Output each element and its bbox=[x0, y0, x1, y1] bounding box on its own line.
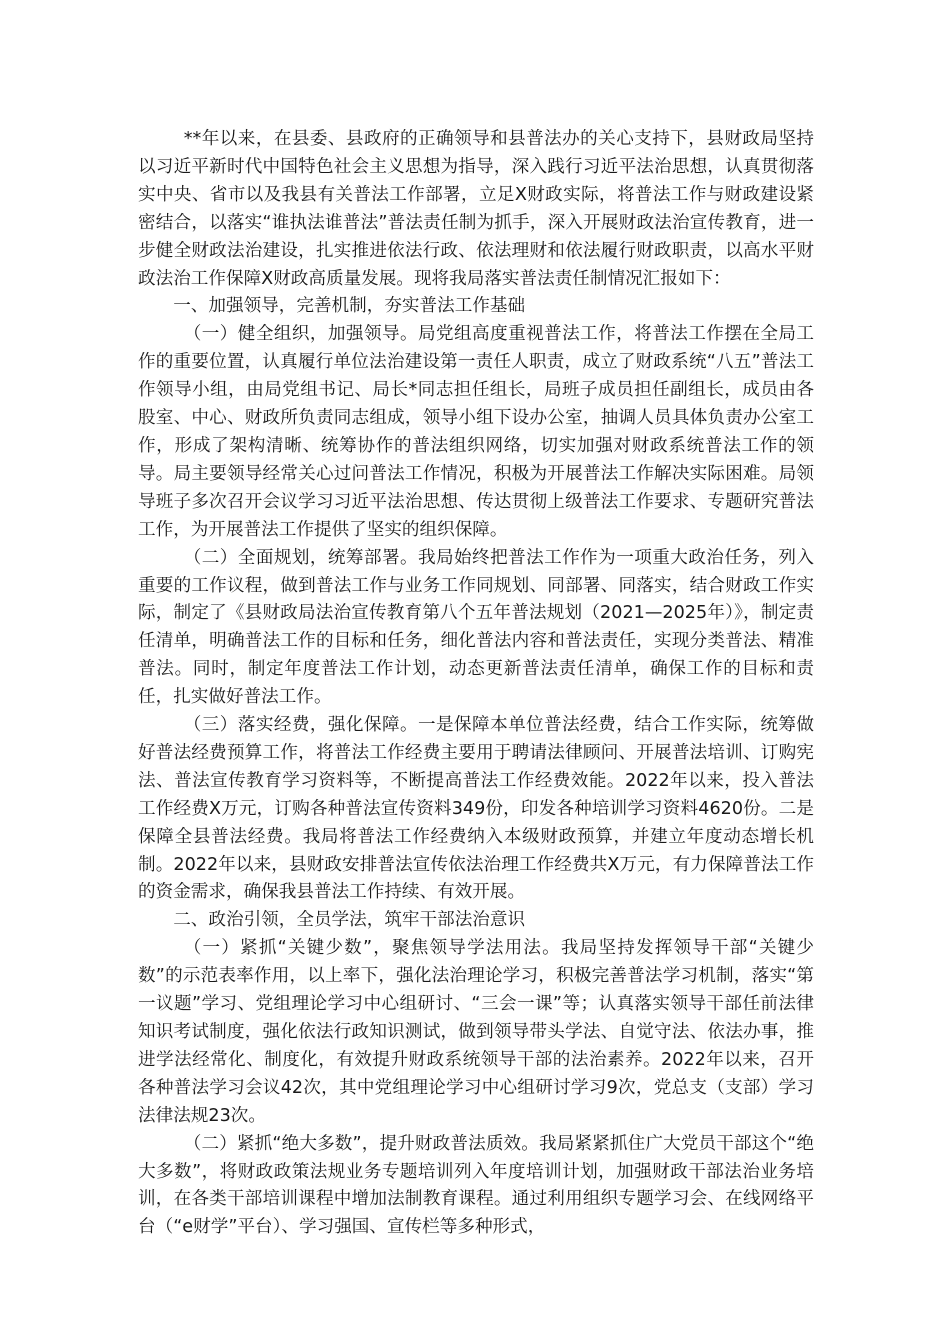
section-1-paragraph-1: （一）健全组织，加强领导。局党组高度重视普法工作，将普法工作摆在全局工作的重要位置，认真履行单位法治建设第一责任人职责，成立了财政系统“八五”普法工作领导小组，由局党组书记、局长*同志担任组长，局班子成员担任副组长，成员由各股室、中心、财政所负责同志组成，领导小组下设办公室，抽调人员具体负责办公室工作，形成了架构清晰、统筹协作的普法组织网络，切实加强对财政系统普法工作的领导。局主要领导经常关心过问普法工作情况，积极为开展普法工作解决实际困难。局领导班子多次召开会议学习习近平法治思想、传达贯彻上级普法工作要求、专题研究普法工作，为开展普法工作提供了坚实的组织保障。 bbox=[138, 324, 814, 540]
section-2-paragraph-1: （一）紧抓“关键少数”，聚焦领导学法用法。我局坚持发挥领导干部“关键少数”的示范表率作用，以上率下，强化法治理论学习，积极完善普法学习机制，落实“第一议题”学习、党组理论学习中心组研讨、“三会一课”等；认真落实领导干部任前法律知识考试制度，强化依法行政知识测试，做到领导带头学法、自觉守法、依法办事，推进学法经常化、制度化，有效提升财政系统领导干部的法治素养。2022年以来，召开各种普法学习会议42次，其中党组理论学习中心组研讨学习9次，党总支（支部）学习法律法规23次。 bbox=[138, 938, 814, 1126]
document-page bbox=[138, 126, 814, 1242]
section-2-paragraph-2: （二）紧抓“绝大多数”，提升财政普法质效。我局紧紧抓住广大党员干部这个“绝大多数”，将财政政策法规业务专题培训列入年度培训计划，加强财政干部法治业务培训，在各类干部培训课程中增加法制教育课程。通过利用组织专题学习会、在线网络平台（“e财学”平台）、学习强国、宣传栏等多种形式， bbox=[138, 1133, 814, 1238]
section-heading-2: 二、政治引领，全员学法，筑牢干部法治意识 bbox=[173, 910, 526, 931]
section-1-paragraph-2: （二）全面规划，统筹部署。我局始终把普法工作作为一项重大政治任务，列入重要的工作议程，做到普法工作与业务工作同规划、同部署、同落实，结合财政工作实际，制定了《县财政局法治宣传教育第八个五年普法规划（2021—2025年）》，制定责任清单，明确普法工作的目标和任务，细化普法内容和普法责任，实现分类普法、精准普法。同时，制定年度普法工作计划，动态更新普法责任清单，确保工作的目标和责任，扎实做好普法工作。 bbox=[138, 547, 814, 708]
section-1-paragraph-3: （三）落实经费，强化保障。一是保障本单位普法经费，结合工作实际，统筹做好普法经费预算工作，将普法工作经费主要用于聘请法律顾问、开展普法培训、订购宪法、普法宣传教育学习资料等，不断提高普法工作经费效能。2022年以来，投入普法工作经费X万元，订购各种普法宣传资料349份，印发各种培训学习资料4620份。二是保障全县普法经费。我局将普法工作经费纳入本级财政预算，并建立年度动态增长机制。2022年以来，县财政安排普法宣传依法治理工作经费共X万元，有力保障普法工作的资金需求，确保我县普法工作持续、有效开展。 bbox=[138, 715, 814, 903]
section-heading-1: 一、加强领导，完善机制，夯实普法工作基础 bbox=[173, 296, 526, 317]
intro-paragraph: **年以来，在县委、县政府的正确领导和县普法办的关心支持下，县财政局坚持以习近平新时代中国特色社会主义思想为指导，深入践行习近平法治思想，认真贯彻落实中央、省市以及我县有关普法工作部署，立足X财政实际，将普法工作与财政建设紧密结合，以落实“谁执法谁普法”普法责任制为抓手，深入开展财政法治宣传教育，进一步健全财政法治建设，扎实推进依法行政、依法理财和依法履行财政职责，以高水平财政法治工作保障X财政高质量发展。现将我局落实普法责任制情况汇报如下： bbox=[138, 129, 814, 289]
